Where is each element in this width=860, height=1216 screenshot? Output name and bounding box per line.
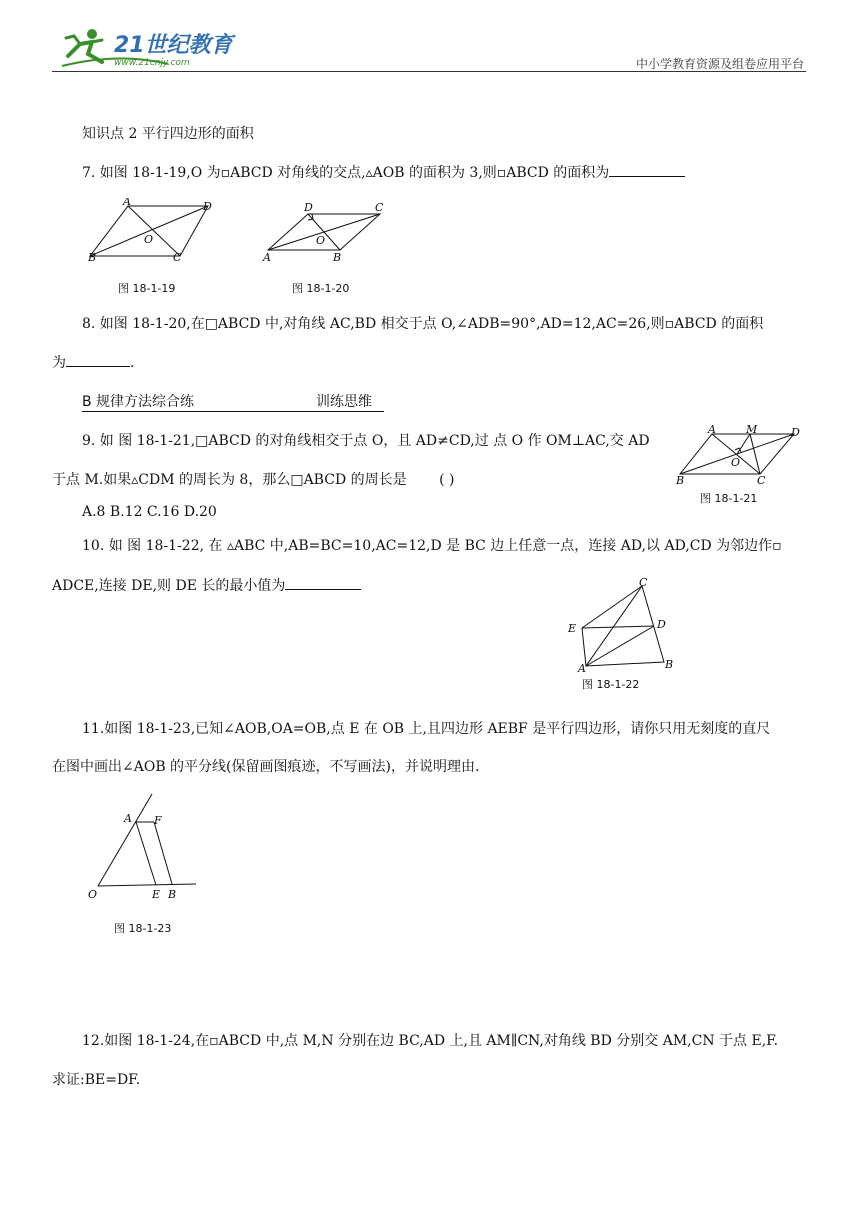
question-10-text: ADCE,连接 DE,则 DE 长的最小值为 <box>52 578 286 594</box>
fig22-label-c: C <box>639 576 648 589</box>
header-platform-text: 中小学教育资源及组卷应用平台 <box>635 57 804 71</box>
fig20-label-d: D <box>304 201 313 214</box>
fig23-label-e: E <box>152 888 161 901</box>
question-9-text: 于点 M.如果▵CDM 的周长为 8，那么□ABCD 的周长是 <box>52 472 407 488</box>
fig21-label-a: A <box>708 424 716 436</box>
answer-blank <box>285 575 361 590</box>
figure-18-1-23 <box>84 790 214 940</box>
fig22-label-e: E <box>568 622 577 635</box>
fig20-caption: 图 18-1-20 <box>292 282 350 295</box>
section-title: 知识点 2 平行四边形的面积 <box>82 126 254 142</box>
question-11-line-1: 11.如图 18-1-23,已知∠AOB,OA=OB,点 E 在 OB 上,且四边形 AEBF 是平行四边形，请你只用无刻度的直尺 <box>82 721 771 737</box>
logo-main-text: 21世纪教育 <box>114 33 233 58</box>
question-9-paren: ( ) <box>439 472 455 488</box>
fig21-label-c: C <box>757 474 766 487</box>
header-divider <box>52 71 806 72</box>
section-b-right: 训练思维 <box>316 394 372 410</box>
question-8-prefix: 为 <box>52 355 66 371</box>
fig21-caption: 图 18-1-21 <box>700 492 758 505</box>
question-9-options: A.8 B.12 C.16 D.20 <box>82 504 217 520</box>
question-10-line-2 <box>52 575 361 595</box>
fig20-label-c: C <box>375 201 384 214</box>
question-9-line-1: 9. 如 图 18-1-21,□ABCD 的对角线相交于点 O，且 AD≠CD,过 点 O 作 OM⊥AC,交 AD <box>82 433 650 449</box>
logo-url-text: www.21cnjy.com <box>114 58 190 68</box>
figure-18-1-19 <box>80 198 220 298</box>
fig23-caption: 图 18-1-23 <box>114 922 172 935</box>
fig22-label-a: A <box>578 662 586 675</box>
question-8-suffix: . <box>130 355 135 371</box>
question-7-text: 7. 如图 18-1-19,O 为▫ABCD 对角线的交点,▵AOB 的面积为 3,则▫ABCD 的面积为 <box>82 165 610 181</box>
fig19-caption: 图 18-1-19 <box>118 282 176 295</box>
question-8-line-2 <box>52 352 134 372</box>
fig22-caption: 图 18-1-22 <box>582 678 640 691</box>
logo <box>58 22 258 74</box>
fig21-label-d: D <box>791 426 800 439</box>
fig23-label-a: A <box>124 812 132 825</box>
fig19-label-b: B <box>88 251 97 264</box>
question-9-line-2 <box>52 469 454 489</box>
answer-blank <box>66 352 130 367</box>
figure-18-1-21 <box>672 424 812 508</box>
fig19-label-c: C <box>173 251 182 264</box>
figure-18-1-20 <box>258 198 398 298</box>
question-12-line-2: 求证:BE=DF. <box>52 1072 141 1088</box>
section-b-underline <box>82 391 384 412</box>
fig20-label-b: B <box>333 251 342 264</box>
fig23-label-f: F <box>154 814 162 827</box>
fig21-label-b: B <box>676 474 685 487</box>
fig19-label-d: D <box>203 200 212 213</box>
fig20-label-o: O <box>316 234 326 247</box>
figure-18-1-22 <box>564 574 694 694</box>
fig22-label-b: B <box>665 658 674 671</box>
section-b-heading <box>82 391 384 412</box>
question-11-line-2: 在图中画出∠AOB 的平分线(保留画图痕迹，不写画法)，并说明理由. <box>52 759 480 775</box>
fig21-label-m: M <box>746 424 758 436</box>
fig23-label-b: B <box>168 888 177 901</box>
answer-blank <box>609 162 685 177</box>
question-10-line-1: 10. 如 图 18-1-22, 在 ▵ABC 中,AB=BC=10,AC=12,D 是 BC 边上任意一点，连接 AD,以 AD,CD 为邻边作▫ <box>82 538 782 554</box>
fig19-label-o: O <box>144 233 154 246</box>
question-7 <box>82 162 685 182</box>
fig21-label-o: O <box>731 456 741 469</box>
fig23-label-o: O <box>88 888 98 901</box>
section-b-left: B 规律方法综合练 <box>82 394 195 410</box>
question-8-line-1: 8. 如图 18-1-20,在□ABCD 中,对角线 AC,BD 相交于点 O,∠ADB=90°,AD=12,AC=26,则▫ABCD 的面积 <box>82 316 764 332</box>
question-12-line-1: 12.如图 18-1-24,在▫ABCD 中,点 M,N 分别在边 BC,AD 上,且 AM∥CN,对角线 BD 分别交 AM,CN 于点 E,F. <box>82 1033 779 1049</box>
fig19-label-a: A <box>123 198 131 208</box>
fig20-label-a: A <box>263 251 271 264</box>
fig22-label-d: D <box>657 618 666 631</box>
